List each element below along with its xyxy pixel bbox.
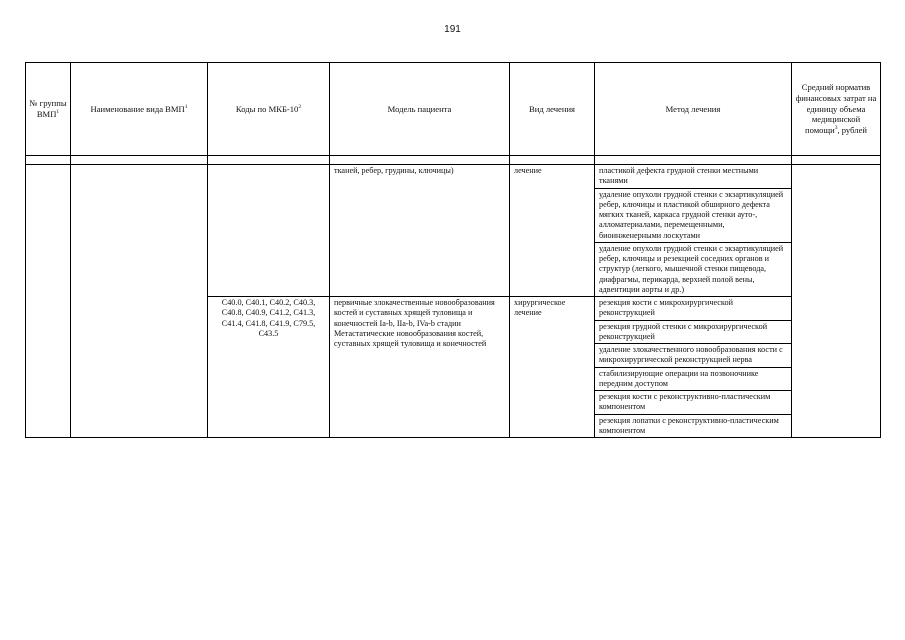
- patient-model-cell: первичные злокачественные новообразования костей и суставных хрящей туловища и конечностей Ia-b, IIa-b, IVa-b стадии Метастатические новообразования костей, суставных хрящей туловища и конечностей: [330, 297, 510, 438]
- header-vmp-name: Наименование вида ВМП$^1$: [71, 63, 208, 156]
- method-cell: резекция грудной стенки с микрохирургической реконструкцией: [595, 320, 792, 344]
- group-number-cell: [26, 165, 71, 438]
- page-number: 191: [444, 24, 461, 35]
- vmp-name-cell: [71, 165, 208, 438]
- icd-codes-cell: [208, 165, 330, 297]
- method-cell: резекция кости с микрохирургической реконструкцией: [595, 297, 792, 321]
- table-row: [26, 165, 881, 189]
- method-cell: стабилизирующие операции на позвоночнике передним доступом: [595, 367, 792, 391]
- header-cost-norm: Средний норматив финансовых затрат на единицу объема медицинской помощи$^3$, рублей: [792, 63, 881, 156]
- header-patient-model: Модель пациента: [330, 63, 510, 156]
- method-cell: удаление опухоли грудной стенки с экзартикуляцией ребер, ключицы и пластикой обширного дефекта мягких тканей, каркаса грудной стенки ауто-, алломатериалами, перемещенными, биоинженерными лоскутами: [595, 188, 792, 242]
- treatment-type-cell: хирургическое лечение: [510, 297, 595, 438]
- header-icd-codes: Коды по МКБ-$10^2$: [208, 63, 330, 156]
- treatment-type-cell: лечение: [510, 165, 595, 297]
- method-cell: резекция лопатки с реконструктивно-пластическим компонентом: [595, 414, 792, 438]
- icd-codes-cell: C40.0, C40.1, C40.2, C40.3, C40.8, C40.9, C41.2, C41.3, C41.4, C41.8, C41.9, C79.5, C43.5: [208, 297, 330, 438]
- header-group-number: № группы ВМП$^1$: [26, 63, 71, 156]
- header-treatment-method: Метод лечения: [595, 63, 792, 156]
- method-cell: удаление злокачественного новообразования кости с микрохирургической реконструкцией нерва: [595, 344, 792, 368]
- method-cell: удаление опухоли грудной стенки с экзартикуляцией ребер, ключицы и резекцией соседних органов и структур (легкого, мышечной стенки пищевода, диафрагмы, перикарда, верхней полой вены, адвентиции аорты и др.): [595, 242, 792, 296]
- method-cell: пластикой дефекта грудной стенки местными тканями: [595, 165, 792, 189]
- table-spacer-row: [26, 156, 881, 165]
- table-header-row: [26, 63, 881, 156]
- header-treatment-type: Вид лечения: [510, 63, 595, 156]
- cost-norm-cell: [792, 165, 881, 438]
- patient-model-cell: тканей, ребер, грудины, ключицы): [330, 165, 510, 297]
- method-cell: резекция кости с реконструктивно-пластическим компонентом: [595, 391, 792, 415]
- vmp-table: [25, 62, 881, 438]
